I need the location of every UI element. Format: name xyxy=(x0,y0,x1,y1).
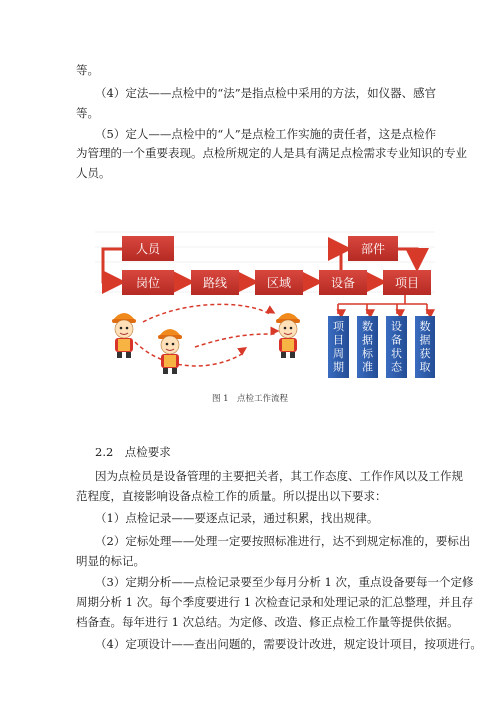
vbox-equipment-status xyxy=(386,316,407,378)
paragraph-line: （4）定法——点检中的“法”是指点检中采用的方法，如仪器、感官 xyxy=(95,86,437,100)
box-post-label: 岗位 xyxy=(135,276,161,290)
vbox-project-cycle-label: 项目周期 xyxy=(333,320,344,374)
paragraph-line: （2）定标处理——处理一定要按照标准进行，达不到规定标准的，要标出 xyxy=(95,534,471,548)
paragraph-line: （5）定人——点检中的“人”是点检工作实施的责任者，这是点检作 xyxy=(95,127,437,141)
vbox-data-standard xyxy=(357,316,378,378)
paragraph-line: 明显的标记。 xyxy=(76,554,145,568)
paragraph-line: （3）定期分析——点检记录要至少每月分析 1 次，重点设备要每一个定修 xyxy=(95,575,474,589)
box-route-label: 路线 xyxy=(202,276,228,290)
paragraph-line: 人员。 xyxy=(76,166,111,180)
paragraph-line: 周期分析 1 次。每个季度要进行 1 次检查记录和处理记录的汇总整理，并且存 xyxy=(76,595,474,609)
box-person xyxy=(122,236,174,261)
vbox-project-cycle xyxy=(328,316,349,378)
vbox-data-standard-label: 数据标准 xyxy=(362,320,373,374)
box-equipment-label: 设备 xyxy=(330,276,356,290)
paragraph-line: 因为点检员是设备管理的主要把关者，其工作态度、工作作风以及工作规 xyxy=(95,469,463,483)
paragraph-line: 范程度，直接影响设备点检工作的质量。所以提出以下要求： xyxy=(76,489,387,503)
box-route xyxy=(191,270,239,295)
box-part-label: 部件 xyxy=(360,242,386,256)
paragraph-line: （4）定项设计——查出问题的，需要设计改进，规定设计项目，按项进行。 xyxy=(95,637,482,651)
figure-caption: 图 1 点检工作流程 xyxy=(211,394,289,404)
vbox-equipment-status-label: 设备状态 xyxy=(391,320,402,374)
box-part xyxy=(348,236,398,261)
paragraph-line: 等。 xyxy=(76,63,99,77)
section-heading: 2.2 点检要求 xyxy=(95,445,171,459)
box-equipment xyxy=(319,270,367,295)
vbox-data-acquisition-label: 数据获取 xyxy=(419,320,431,374)
box-person-label: 人员 xyxy=(135,242,161,256)
box-area-label: 区域 xyxy=(266,276,292,290)
vbox-data-acquisition xyxy=(415,316,435,378)
inspection-flow-diagram xyxy=(95,222,435,387)
box-item xyxy=(383,270,431,295)
box-post xyxy=(122,270,174,295)
box-area xyxy=(255,270,303,295)
paragraph-line: 为管理的一个重要表现。点检所规定的人是具有满足点检需求专业知识的专业 xyxy=(76,146,467,160)
paragraph-line: 档备查。每年进行 1 次总结。为定修、改造、修正点检工作量等提供依据。 xyxy=(76,615,459,629)
paragraph-line: 等。 xyxy=(76,106,99,120)
box-item-label: 项目 xyxy=(394,276,420,290)
paragraph-line: （1）点检记录——要逐点记录，通过积累，找出规律。 xyxy=(95,511,379,525)
